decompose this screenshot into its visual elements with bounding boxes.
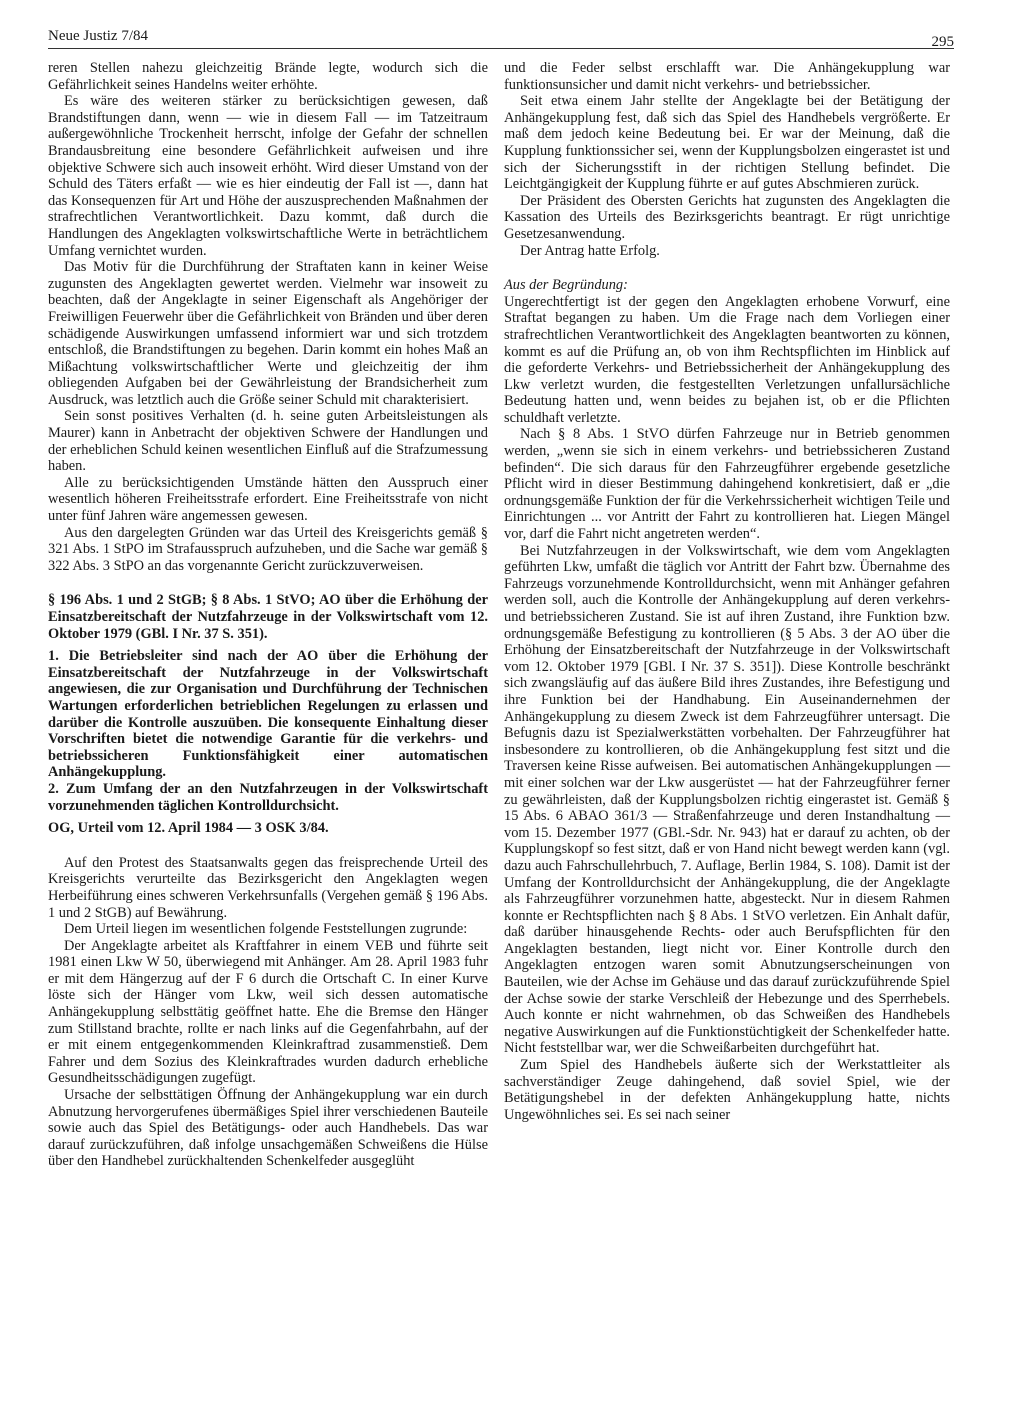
paragraph: Aus den dargelegten Gründen war das Urteil des Kreisgerichts gemäß § 321 Abs. 1 StPO im Strafausspruch aufzuheben, und die Sache war gemäß § 322 Abs. 3 StPO an das vorgenannte Gericht zurückzuverweisen.	[48, 524, 488, 574]
left-column	[48, 60, 488, 1170]
paragraph: Der Präsident des Obersten Gerichts hat zugunsten des Angeklagten die Kassation des Urteils des Bezirksgerichts beantragt. Er rügt unrichtige Gesetzesanwendung.	[504, 192, 950, 242]
paragraph: und die Feder selbst erschlafft war. Die Anhängekupplung war funktionsunsicher und damit nicht verkehrs- und betriebssicher.	[504, 60, 950, 93]
leitsatz-2: 2. Zum Umfang der an den Nutzfahrzeugen in der Volkswirtschaft vorzunehmenden täglichen Kontrolldurchsicht.	[48, 780, 488, 814]
paragraph: Bei Nutzfahrzeugen in der Volkswirtschaft, wie dem vom Angeklagten geführten Lkw, umfaßt die täglich vor Antritt der Fahrt bzw. Übernahme des Fahrzeugs vorzunehmende Kontrolldurchsicht, wenn mit Anhänger gefahren werden soll, auch die Kontrolle der Anhängekupplung auf deren verkehrs- und betriebssicheren Zustand. Sie ist auf ihren Zustand, ihre Funktion bzw. ordnungsgemäße Befestigung zu kontrollieren (§ 5 Abs. 3 der AO über die Erhöhung der Einsatzbereitschaft der Nutzfahrzeuge in der Volkswirtschaft vom 12. Oktober 1979 [GBl. I Nr. 37 S. 351]). Diese Kontrolle beschränkt sich zwangsläufig auf das äußere Bild ihres Zustandes, ihre Befestigung und ihre Funktion bei der Handhabung. Ein Auseinandernehmen der Anhängekupplung zu diesem Zweck ist dem Fahrzeugführer untersagt. Die Befugnis dazu ist Spezialwerkstätten vorbehalten. Der Fahrzeugführer hat insbesondere zu kontrollieren, ob die Anhängekupplung fest sitzt und die Traversen keine Risse aufweisen. Bei automatischen Anhängekupplungen — mit einer solchen war der Lkw ausgerüstet — hat der Fahrzeugführer ferner zu gewährleisten, daß der Kupplungsbolzen richtig eingerastet ist. Gemäß § 15 Abs. 6 ABAO 361/3 — Straßenfahrzeuge und deren Instandhaltung — vom 15. Dezember 1977 (GBl.-Sdr. Nr. 943) hat er darauf zu achten, ob der Kupplungskopf so fest sitzt, daß er von Hand nicht bewegt werden kann (vgl. dazu auch Fahrschullehrbuch, 7. Auflage, Berlin 1984, S. 108). Damit ist der Umfang der Kontrolldurchsicht der Anhängekupplung, die der Angeklagte als Fahrzeugführer vorzunehmen hatte, abgesteckt. Nur in diesem Rahmen konnte er Rechtspflichten nach § 8 Abs. 1 StVO verletzen. Ein Anhalt dafür, daß darüber hinausgehende Rechts- oder auch Berufspflichten für den Angeklagten bestanden, liegt nicht vor. Einer Kontrolle durch den Angeklagten entzogen waren somit Abnutzungserscheinungen von Bauteilen, wie der Achse im Gehäuse und das darauf zurückzuführende Spiel der Achse sowie der starke Verschleiß der Hebezunge und des Sperrhebels. Auch konnte er nicht wahrnehmen, ob das Schweißen des Handhebels negative Auswirkungen auf die Funktionstüchtigkeit der Schenkelfeder hatte. Nicht feststellbar war, wer die Schweißarbeiten durchgeführt hat.	[504, 542, 951, 1057]
paragraph: Ungerechtfertigt ist der gegen den Angeklagten erhobene Vorwurf, eine Straftat begangen zu haben. Um die Frage nach dem Vorliegen einer strafrechtlichen Verantwortlichkeit des Angeklagten beantworten zu können, kommt es auf die Prüfung an, ob von ihm Rechtspflichten im Hinblick auf die geforderte Verkehrs- und Betriebssicherheit der Anhängekupplung des Lkw verletzt wurden, die festgestellten Verletzungen unfallursächliche Bedeutung hatten und, wenn beides zu bejahen ist, ob er die Pflichten schuldhaft verletzte.	[504, 293, 950, 426]
paragraph: Nach § 8 Abs. 1 StVO dürfen Fahrzeuge nur in Betrieb genommen werden, „wenn sie sich in einem verkehrs- und betriebssicheren Zustand befinden“. Die sich daraus für den Fahrzeugführer ergebende gesetzliche Pflicht wird in dieser Bestimmung dahingehend konkretisiert, daß er „die ordnungsgemäße Funktion der für die Verkehrssicherheit wichtigen Teile und Einrichtungen ... vor Antritt der Fahrt zu kontrollieren hat. Liegen Mängel vor, darf die Fahrt nicht angetreten werden“.	[504, 426, 950, 543]
page-number: 295	[931, 34, 954, 50]
leitsatz-1: 1. Die Betriebsleiter sind nach der AO über die Erhöhung der Einsatzbereitschaft der Nutzfahrzeuge in der Volkswirtschaft angewiesen, die zur Organisation und Durchführung der Technischen Wartungen erforderlichen betrieblichen Regelungen zu erlassen und darüber die Kontrolle auszuüben. Die konsequente Einhaltung dieser Vorschriften bietet die notwendige Garantie für die verkehrs- und betriebssicheren Funktionsfähigkeit einer automatischen Anhängekupplung.	[48, 648, 488, 781]
right-column	[504, 60, 950, 1123]
paragraph: reren Stellen nahezu gleichzeitig Brände legte, wodurch sich die Gefährlichkeit seines Handelns weiter erhöhte.	[48, 60, 488, 93]
subheading: Aus der Begründung:	[504, 277, 628, 294]
case-heading: § 196 Abs. 1 und 2 StGB; § 8 Abs. 1 StVO; AO über die Erhöhung der Einsatzbereitschaft der Nutzfahrzeuge in der Volkswirtschaft vom 12. Oktober 1979 (GBl. I Nr. 37 S. 351).	[48, 592, 488, 642]
paragraph: Sein sonst positives Verhalten (d. h. seine guten Arbeitsleistungen als Maurer) kann in Anbetracht der objektiven Schwere der Handlungen und der erheblichen Schuld keinen wesentlichen Einfluß auf die Strafzumessung haben.	[48, 408, 488, 475]
paragraph: Alle zu berücksichtigenden Umstände hätten den Ausspruch einer wesentlich höheren Freiheitsstrafe erfordert. Eine Freiheitsstrafe von nicht unter fünf Jahren wäre angemessen gewesen.	[48, 474, 488, 525]
paragraph: Ursache der selbsttätigen Öffnung der Anhängekupplung war ein durch Abnutzung hervorgerufenes übermäßiges Spiel ihrer verschiedenen Bauteile sowie auch das Spiel des Betätigungs- oder auch Handhebels. Das war darauf zurückzuführen, daß infolge unsachgemäßen Schweißens die Hülse über den Handhebel zurückhaltenden Schenkelfeder ausgeglüht	[48, 1087, 488, 1170]
journal-title: Neue Justiz 7/84	[48, 28, 148, 44]
paragraph: Auf den Protest des Staatsanwalts gegen das freisprechende Urteil des Kreisgerichts verurteilte das Bezirksgericht den Angeklagten wegen Herbeiführung eines schweren Verkehrsunfalls (Vergehen gemäß § 196 Abs. 1 und 2 StGB) auf Bewährung.	[48, 854, 488, 921]
paragraph: Der Angeklagte arbeitet als Kraftfahrer in einem VEB und führte seit 1981 einen Lkw W 50, überwiegend mit Anhänger. Am 28. April 1983 fuhr er mit dem Hängerzug auf der F 6 durch die Ortschaft C. In einer Kurve löste sich der Hänger vom Lkw, weil sich dessen automatische Anhängekupplung selbsttätig geöffnet hatte. Ehe die Bremse den Hänger zum Stillstand brachte, rollte er nach links auf die Gegenfahrbahn, auf der er mit einem entgegenkommenden Kleinkraftrad zusammenstieß. Dem Fahrer und dem Sozius des Kleinkraftrades wurden dadurch erhebliche Gesundheitsschädigungen zugefügt.	[48, 937, 488, 1087]
paragraph: Zum Spiel des Handhebels äußerte sich der Werkstattleiter als sachverständiger Zeuge dahingehend, daß soviel Spiel, wie der Betätigungshebel in der defekten Anhängekupplung hatte, nichts Ungewöhnliches sei. Es sei nach seiner	[504, 1057, 950, 1123]
paragraph: Seit etwa einem Jahr stellte der Angeklagte bei der Betätigung der Anhängekupplung fest, daß sich das Spiel des Handhebels vergrößerte. Er maß dem jedoch keine Bedeutung bei. Er war der Meinung, daß die Kupplung funktionssicher sei, wenn der Kupplungsbolzen eingerastet ist und sich der Sicherungsstift in der richtigen Stellung befindet. Die Leichtgängigkeit der Kupplung führte er auf gutes Abschmieren zurück.	[504, 93, 950, 193]
page-header	[48, 26, 954, 49]
paragraph: Dem Urteil liegen im wesentlichen folgende Feststellungen zugrunde:	[64, 921, 468, 938]
paragraph: Der Antrag hatte Erfolg.	[520, 242, 660, 259]
paragraph: Es wäre des weiteren stärker zu berücksichtigen gewesen, daß Brandstiftungen dann, wenn — wie in diesem Fall — im Tatzeitraum außergewöhnliche Trockenheit herrscht, infolge der Gefahr der schnellen Brandausbreitung eine besondere Gefährlichkeit aufweisen und ihre objektive Schwere sich auch insoweit erhöht. Wird dieser Umstand von der Schuld des Täters erfaßt — wie es hier eindeutig der Fall ist —, dann hat das Konsequenzen für Art und Höhe der auszusprechenden Maßnahmen der strafrechtlichen Verantwortlichkeit. Dazu kommt, daß durch die Handlungen des Angeklagten volkswirtschaftliche Werte in beträchtlichem Umfang vernichtet wurden.	[48, 93, 488, 259]
case-citation: OG, Urteil vom 12. April 1984 — 3 OSK 3/84.	[48, 820, 329, 837]
paragraph: Das Motiv für die Durchführung der Straftaten kann in keiner Weise zugunsten des Angeklagten gewertet werden. Vielmehr war insoweit zu beachten, daß der Angeklagte in seiner Eigenschaft als Angehöriger der Freiwilligen Feuerwehr über die Gefährlichkeit von Bränden und über deren schädigende Auswirkungen umfassend informiert war und sich trotzdem entschloß, die Brandstiftungen zu begehen. Darin kommt ein hohes Maß an Mißachtung volkswirtschaftlicher Werte und gleichzeitig der ihm obliegenden Aufgaben bei der Gewährleistung der Brandsicherheit zum Ausdruck, was letztlich auch die Größe seiner Schuld mit charakterisiert.	[48, 259, 488, 408]
